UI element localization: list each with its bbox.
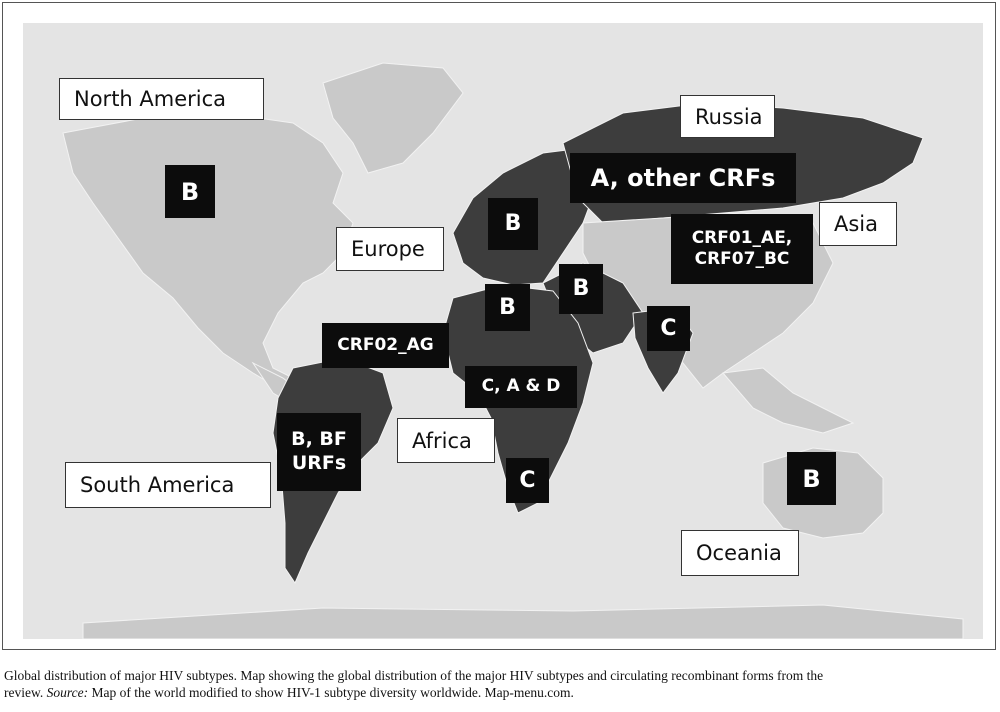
- subtype-asia: [671, 214, 813, 284]
- subtype-south-america: [277, 413, 361, 491]
- subtype-asia-line2: CRF07_BC: [694, 249, 790, 269]
- africa-label: Africa: [397, 418, 495, 463]
- caption-line1: Global distribution of major HIV subtypes. Map showing the global distribution of the major HIV subtypes and circulating recombinant forms from the: [4, 668, 824, 683]
- caption-source-label: Source:: [46, 685, 89, 700]
- subtype-south-america-line1: B, BF: [291, 428, 347, 451]
- asia-label: Asia: [819, 202, 897, 246]
- subtype-russia: A, other CRFs: [570, 153, 796, 203]
- subtype-australia: B: [787, 452, 836, 505]
- subtype-southern-africa: C: [506, 458, 549, 503]
- caption-line2-prefix: review.: [4, 685, 44, 700]
- russia-label: Russia: [680, 95, 775, 138]
- subtype-east-africa: C, A & D: [465, 366, 577, 408]
- subtype-asia-line1: CRF01_AE,: [691, 227, 793, 248]
- figure-caption: [4, 667, 994, 701]
- subtype-middle-east: B: [559, 264, 603, 314]
- europe-label: Europe: [336, 227, 444, 271]
- caption-line2: [4, 684, 994, 701]
- subtype-south-america-line2: URFs: [291, 452, 347, 474]
- north-america-label: North America: [59, 78, 264, 120]
- subtype-north-africa: B: [485, 284, 530, 331]
- subtype-india: C: [647, 306, 690, 351]
- caption-line2-rest: Map of the world modified to show HIV-1 subtype diversity worldwide. Map-menu.com.: [91, 685, 574, 700]
- subtype-europe: B: [488, 198, 538, 250]
- oceania-label: Oceania: [681, 530, 799, 576]
- subtype-west-africa: CRF02_AG: [322, 323, 449, 368]
- subtype-north-america: B: [165, 165, 215, 218]
- south-america-label: South America: [65, 462, 271, 508]
